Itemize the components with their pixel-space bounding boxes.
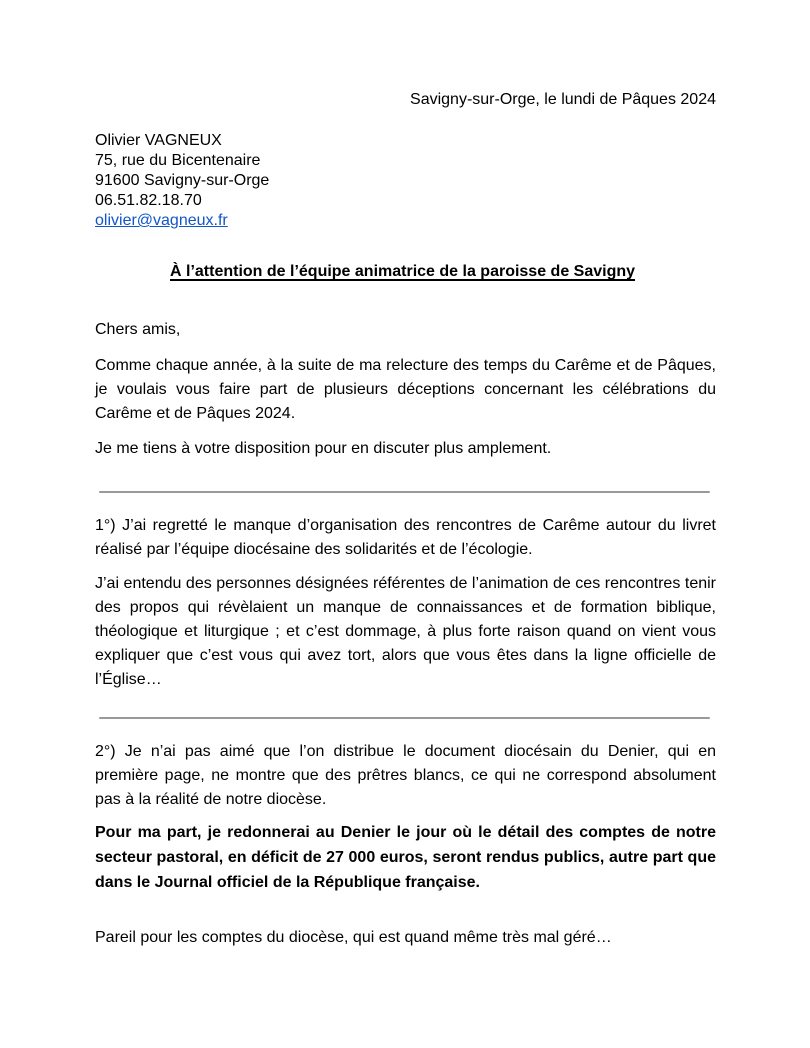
sender-street: 75, rue du Bicentenaire [95, 152, 261, 169]
sender-city: 91600 Savigny-sur-Orge [95, 172, 270, 189]
sender-phone: 06.51.82.18.70 [95, 192, 202, 209]
sender-block [95, 131, 716, 231]
email-link[interactable]: olivier@vagneux.fr [95, 212, 228, 229]
grievance-1-paragraph-2: J’ai entendu des personnes désignées référentes de l’animation de ces rencontres tenir des propos qui révèlaient un manque de connaissances et de formation biblique, théologique et liturgique ; et c’est dommage, à plus forte raison quand on vient vous expliquer que c’est vous qui avez tort, alors que vous êtes dans la ligne officielle de l’Église… [95, 575, 716, 688]
intro-paragraph-1: Comme chaque année, à la suite de ma relecture des temps du Carême et de Pâques, je voulais vous faire part de plusieurs déceptions concernant les célébrations du Carême et de Pâques 2024. [95, 357, 716, 422]
section-divider-1 [99, 491, 710, 493]
sender-name: Olivier VAGNEUX [95, 132, 222, 149]
salutation: Chers amis, [95, 321, 181, 338]
date-line: Savigny-sur-Orge, le lundi de Pâques 2024 [410, 91, 716, 108]
grievance-2-paragraph-1: 2°) Je n’ai pas aimé que l’on distribue le document diocésain du Denier, qui en première page, ne montre que des prêtres blancs, ce qui ne correspond absolument pas à la réalité de notre diocèse. [95, 743, 716, 808]
intro-paragraph-2: Je me tiens à votre disposition pour en discuter plus amplement. [95, 440, 552, 457]
grievance-2-paragraph-3: Pareil pour les comptes du diocèse, qui est quand même très mal géré… [95, 929, 612, 946]
grievance-1-paragraph-1: 1°) J’ai regretté le manque d’organisation des rencontres de Carême autour du livret réalisé par l’équipe diocésaine des solidarités et de l’écologie. [95, 517, 716, 558]
subject-line-container [95, 263, 735, 281]
section-divider-2 [99, 717, 710, 719]
subject-line: À l’attention de l’équipe animatrice de la paroisse de Savigny [170, 263, 636, 280]
grievance-2-paragraph-bold: Pour ma part, je redonnerai au Denier le jour où le détail des comptes de notre secteur pastoral, en déficit de 27 000 euros, seront rendus publics, autre part que dans le Journal officiel de la République française. [95, 824, 716, 891]
